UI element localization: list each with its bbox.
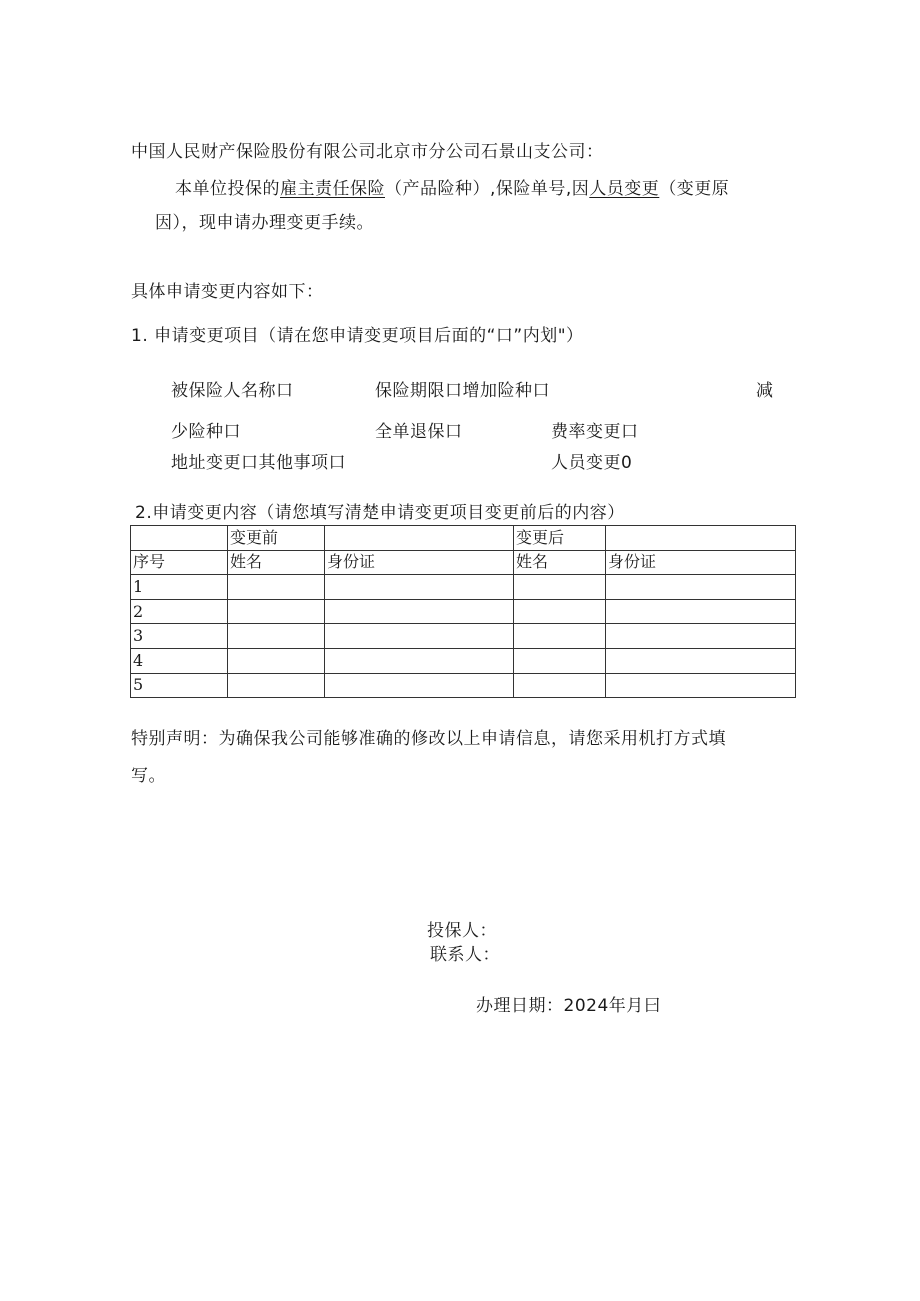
name-after-cell[interactable] [514,599,606,624]
id-before-cell[interactable] [325,599,514,624]
table-row [131,575,796,600]
row-seq: 5 [131,673,228,698]
table-cell [606,526,796,551]
name-after-cell[interactable] [514,575,606,600]
id-after-cell[interactable] [606,624,796,649]
intro-line-1 [175,178,729,200]
row-seq: 4 [131,648,228,673]
addressee: 中国人民财产保险股份有限公司北京市分公司石景山支公司： [131,142,604,162]
row-seq: 1 [131,575,228,600]
table-column-header-row [131,550,796,575]
id-after-cell[interactable] [606,575,796,600]
id-before-cell[interactable] [325,648,514,673]
policyholder-label: 投保人： [427,921,497,941]
intro-part1: 本单位投保的 [175,179,280,199]
notice-line-2: 写。 [131,766,166,786]
item-full-cancel: 全单退保口 [375,422,463,442]
id-after-cell[interactable] [606,648,796,673]
name-before-cell[interactable] [228,599,325,624]
table-cell [131,526,228,551]
contact-label: 联系人： [430,945,500,965]
item-address-other: 地址变更口其他事项口 [171,453,346,473]
table-row [131,624,796,649]
processing-date: 办理日期：2024年月曰 [476,996,662,1016]
section2-title: 2.申请变更内容（请您填写清楚申请变更项目变更前后的内容） [135,503,625,523]
table-row [131,648,796,673]
table-row [131,599,796,624]
name-after-cell[interactable] [514,648,606,673]
section1-title: 1. 申请变更项目（请在您申请变更项目后面的“口”内划"） [131,326,584,346]
id-before-cell[interactable] [325,624,514,649]
item-insured-name: 被保险人名称口 [171,381,294,401]
id-after-cell[interactable] [606,673,796,698]
table-row [131,673,796,698]
table-cell [325,526,514,551]
notice-line-1: 特别声明：为确保我公司能够准确的修改以上申请信息，请您采用机打方式填 [131,729,726,749]
col-id-after-header: 身份证 [606,550,796,575]
id-after-cell[interactable] [606,599,796,624]
id-before-cell[interactable] [325,673,514,698]
intro-reason: 人员变更 [589,179,660,199]
table-group-header-row [131,526,796,551]
group-before-header: 变更前 [228,526,325,551]
item-personnel-change: 人员变更0 [551,453,633,473]
name-before-cell[interactable] [228,673,325,698]
col-name-after-header: 姓名 [514,550,606,575]
col-id-before-header: 身份证 [325,550,514,575]
item-reduce-part1: 减 [756,381,774,401]
col-name-before-header: 姓名 [228,550,325,575]
name-after-cell[interactable] [514,673,606,698]
intro-product: 雇主责任保险 [280,179,385,199]
row-seq: 2 [131,599,228,624]
col-seq-header: 序号 [131,550,228,575]
row-seq: 3 [131,624,228,649]
id-before-cell[interactable] [325,575,514,600]
name-before-cell[interactable] [228,575,325,600]
item-rate-change: 费率变更口 [551,422,639,442]
intro-line-2: 因），现申请办理变更手续。 [155,213,374,233]
item-reduce-part2: 少险种口 [171,422,241,442]
content-heading: 具体申请变更内容如下： [131,282,324,302]
name-before-cell[interactable] [228,648,325,673]
name-after-cell[interactable] [514,624,606,649]
change-table [130,525,796,698]
intro-part3: （变更原 [659,179,730,199]
group-after-header: 变更后 [514,526,606,551]
name-before-cell[interactable] [228,624,325,649]
intro-part2: （产品险种）,保险单号,因 [385,179,590,199]
item-period-add: 保险期限口增加险种口 [375,381,550,401]
